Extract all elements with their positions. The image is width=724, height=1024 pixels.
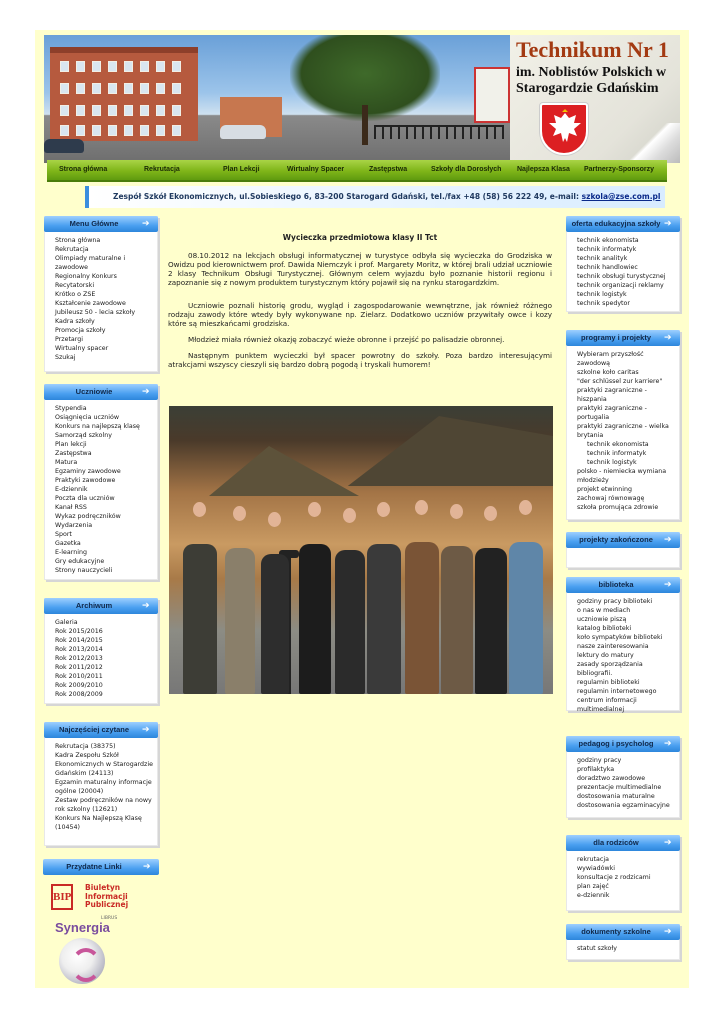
list-item[interactable]: Szukaj xyxy=(55,354,76,361)
list-item[interactable]: Rok 2009/2010 xyxy=(55,682,103,689)
uczniowie-header: Uczniowie ➔ xyxy=(44,384,158,400)
list-item[interactable]: E-learning xyxy=(55,549,87,556)
list-item[interactable]: technik logistyk xyxy=(577,291,627,298)
pedagog-box xyxy=(566,736,680,818)
arrow-right-icon: ➔ xyxy=(142,219,150,229)
list-item[interactable]: technik obsługi turystycznej xyxy=(577,273,666,280)
parked-car xyxy=(220,125,266,139)
list-item[interactable]: regulamin biblioteki xyxy=(577,679,640,686)
list-item[interactable]: Rok 2012/2013 xyxy=(55,655,103,662)
list-item[interactable]: E-dziennik xyxy=(55,486,88,493)
list-item[interactable]: regulamin internetowego centrum informacji multimedialnej xyxy=(577,688,657,713)
article-title: Wycieczka przedmiotowa klasy II Tct xyxy=(282,233,438,242)
list-item[interactable]: Rok 2010/2011 xyxy=(55,673,103,680)
najczesciej-czytane-header: Najczęściej czytane ➔ xyxy=(44,722,158,738)
list-item[interactable]: Wirtualny spacer xyxy=(55,345,109,352)
nav-item-partners[interactable]: Partnerzy-Sponsorzy xyxy=(584,166,655,173)
list-item[interactable]: doradztwo zawodowe xyxy=(577,775,646,782)
pedagog-header: pedagog i psycholog ➔ xyxy=(566,736,680,752)
oferta-header: oferta edukacyjna szkoły ➔ xyxy=(566,216,680,232)
dokumenty-box xyxy=(566,924,680,960)
synergia-logo-icon xyxy=(59,938,105,984)
parked-car xyxy=(44,139,84,153)
school-building xyxy=(50,47,198,141)
list-item[interactable]: technik organizacji reklamy xyxy=(577,282,664,289)
list-item[interactable]: Strony nauczycieli xyxy=(55,567,113,574)
list-item[interactable]: Poczta dla uczniów xyxy=(55,495,115,502)
arrow-right-icon: ➔ xyxy=(664,580,672,590)
list-item[interactable]: Olimpiady maturalne i zawodowe xyxy=(55,255,126,271)
synergia-logo-text: Synergia xyxy=(55,920,110,935)
article-paragraph: Uczniowie poznali historię grodu, wygląd i zagospodarowanie wewnętrzne, jak również różnego rodzaju zawody które wtedy były wykonywane np. Zielarz. Dodatkowo uczniów przywitały owce i kozy które są mieszkańcami grodziska. xyxy=(168,301,552,328)
arrow-right-icon: ➔ xyxy=(142,387,150,397)
list-item[interactable]: Praktyki zawodowe xyxy=(55,477,116,484)
student-figure xyxy=(335,550,365,694)
article-paragraph: Następnym punktem wycieczki był spacer powrotny do szkoły. Poza bardzo interesującymi atrakcjami wszyscy cieszyli się bardzo dobrą pogodą i tryskali humorem! xyxy=(168,351,552,369)
email-link[interactable]: szkola@zse.com.pl xyxy=(581,192,661,201)
school-building-photo xyxy=(44,35,510,163)
nav-item-best-class[interactable]: Najlepsza Klasa xyxy=(517,166,570,173)
przydatne-linki-box xyxy=(44,860,158,874)
list-item[interactable]: rekrutacja xyxy=(577,856,609,863)
list-item[interactable]: dostosowania maturalne xyxy=(577,793,655,800)
school-name: Technikum Nr 1 xyxy=(516,37,669,62)
group-photo xyxy=(169,406,553,694)
list-item[interactable]: Kadra szkoły xyxy=(55,318,95,325)
list-item[interactable]: prezentacje multimedialne xyxy=(577,784,662,791)
list-item[interactable]: e-dziennik xyxy=(577,892,610,899)
uczniowie-box xyxy=(44,384,158,580)
list-item[interactable]: szkolne koło caritas xyxy=(577,369,639,376)
list-item[interactable]: Przetargi xyxy=(55,336,84,343)
archiwum-header: Archiwum ➔ xyxy=(44,598,158,614)
nav-item-recruitment[interactable]: Rekrutacja xyxy=(144,166,180,173)
address-bar xyxy=(85,186,665,208)
student-figure xyxy=(405,542,439,694)
programy-box xyxy=(566,330,680,520)
list-item[interactable]: Stypendia xyxy=(55,405,87,412)
list-item[interactable]: Regionalny Konkurs Recytatorski xyxy=(55,273,117,289)
list-item[interactable]: technik handlowiec xyxy=(577,264,638,271)
dokumenty-header: dokumenty szkolne ➔ xyxy=(566,924,680,940)
nav-item-timetable[interactable]: Plan Lekcji xyxy=(223,166,260,173)
menu-glowne-list xyxy=(45,234,157,366)
list-item[interactable]: Rekrutacja (38375) xyxy=(55,743,116,750)
arrow-right-icon: ➔ xyxy=(142,601,150,611)
list-item[interactable]: technik logistyk xyxy=(587,459,637,466)
list-item[interactable]: Gry edukacyjne xyxy=(55,558,105,565)
school-title-box xyxy=(510,35,680,163)
arrow-right-icon: ➔ xyxy=(664,739,672,749)
polish-eagle-icon xyxy=(540,103,588,155)
thatched-roof xyxy=(209,446,359,496)
list-item[interactable]: lektury do matury xyxy=(577,652,634,659)
list-item[interactable]: Zestaw podręczników na nowy rok szkolny (12621) xyxy=(55,797,152,813)
article xyxy=(168,228,552,376)
list-item[interactable]: Osiągnięcia uczniów xyxy=(55,414,120,421)
list-item[interactable]: "der schlüssel zur karriere" xyxy=(577,378,663,385)
list-item[interactable]: Sport xyxy=(55,531,72,538)
list-item[interactable]: Zastępstwa xyxy=(55,450,92,457)
list-item[interactable]: Strona główna xyxy=(55,237,101,244)
list-item[interactable]: Rok 2011/2012 xyxy=(55,664,103,671)
list-item[interactable]: dostosowania egzaminacyjne xyxy=(577,802,670,809)
arrow-right-icon: ➔ xyxy=(664,535,672,545)
banner-sign xyxy=(474,67,510,123)
najczesciej-czytane-box xyxy=(44,722,158,846)
page-container xyxy=(35,30,689,988)
list-item[interactable]: Egzamin maturalny informacje ogólne (20004) xyxy=(55,779,152,795)
biblioteka-box xyxy=(566,577,680,711)
header-banner xyxy=(44,35,680,165)
dla-rodzicow-box xyxy=(566,835,680,911)
student-figure xyxy=(475,548,507,694)
nav-item-virtual-walk[interactable]: Wirtualny Spacer xyxy=(287,166,345,173)
przydatne-linki-header: Przydatne Linki ➔ xyxy=(43,859,159,875)
list-item[interactable]: Jubileusz 50 - lecia szkoły xyxy=(55,309,136,316)
list-item[interactable]: praktyki zagraniczne - hiszpania xyxy=(577,387,647,403)
arrow-right-icon: ➔ xyxy=(664,219,672,229)
list-item[interactable]: technik ekonomista xyxy=(577,237,639,244)
list-item[interactable]: Promocja szkoły xyxy=(55,327,106,334)
list-item[interactable]: Gazetka xyxy=(55,540,81,547)
student-figure xyxy=(509,542,543,694)
school-subtitle: im. Noblistów Polskich w Starogardzie Gdańskim xyxy=(516,65,667,96)
list-item[interactable]: praktyki zagraniczne - portugalia xyxy=(577,405,647,421)
article-paragraph: 08.10.2012 na lekcjach obsługi informatycznej w turystyce odbyła się wycieczka do Grodziska w Owidzu pod kierownictwem prof. Dawida Niemczyk i prof. Margarety Moritz, w której brali udział uczniowie 2 klasy Technikum Obsługi Turystycznej. Głównym celem wyjazdu było poznanie historii regionu i zapoznanie się z nowym produktem turystycznym który pojawił się na rynku starogardzkim. xyxy=(168,251,552,287)
dla-rodzicow-header: dla rodziców ➔ xyxy=(566,835,680,851)
list-item[interactable]: koło sympatyków biblioteki xyxy=(577,634,663,641)
list-item[interactable]: zasady sporządzania bibliografii. xyxy=(577,661,643,677)
list-item[interactable]: konsultacje z rodzicami xyxy=(577,874,651,881)
list-item[interactable]: Rok 2014/2015 xyxy=(55,637,103,644)
list-item[interactable]: Matura xyxy=(55,459,78,466)
list-item[interactable]: uczniowie piszą xyxy=(577,616,627,623)
bip-logo-icon: BIP xyxy=(51,884,73,910)
list-item[interactable]: Wybieram przyszłość zawodową xyxy=(577,351,644,367)
librus-label: LIBRUS xyxy=(101,916,118,921)
list-item[interactable]: technik ekonomista xyxy=(587,441,649,448)
bip-logo-link[interactable] xyxy=(51,884,151,912)
list-item[interactable]: Rok 2015/2016 xyxy=(55,628,103,635)
arrow-right-icon: ➔ xyxy=(664,927,672,937)
student-figure xyxy=(299,544,331,694)
arrow-right-icon: ➔ xyxy=(143,862,151,872)
synergia-logo-link[interactable] xyxy=(55,916,125,986)
list-item[interactable]: Rok 2013/2014 xyxy=(55,646,103,653)
biblioteka-header: biblioteka ➔ xyxy=(566,577,680,593)
list-item[interactable]: zachowaj równowagę xyxy=(577,495,645,502)
list-item[interactable]: technik informatyk xyxy=(577,246,637,253)
main-nav-bar xyxy=(47,160,667,182)
list-item[interactable]: Galeria xyxy=(55,619,78,626)
list-item[interactable]: Egzaminy zawodowe xyxy=(55,468,121,475)
list-item[interactable]: technik informatyk xyxy=(587,450,647,457)
student-figure xyxy=(183,544,217,694)
list-item[interactable]: Rok 2008/2009 xyxy=(55,691,103,698)
bip-logo-text: Biuletyn Informacji Publicznej xyxy=(85,883,129,909)
list-item[interactable]: Kadra Zespołu Szkół Ekonomicznych w Starogardzie Gdańskim (24113) xyxy=(55,752,153,777)
student-figure xyxy=(367,544,401,694)
list-item[interactable]: o nas w mediach xyxy=(577,607,631,614)
student-figure xyxy=(441,546,473,694)
student-figure xyxy=(225,548,255,694)
list-item[interactable]: Plan lekcji xyxy=(55,441,87,448)
list-item[interactable]: szkoła promująca zdrowie xyxy=(577,504,659,511)
projekty-zakonczone-box xyxy=(566,532,680,568)
fence xyxy=(374,125,504,139)
list-item[interactable]: nasze zainteresowania xyxy=(577,643,649,650)
page-curl xyxy=(622,123,680,163)
programy-header: programy i projekty ➔ xyxy=(566,330,680,346)
list-item[interactable]: Wydarzenia xyxy=(55,522,93,529)
list-item[interactable]: projekt etwinning xyxy=(577,486,633,493)
nav-item-adult-schools[interactable]: Szkoły dla Dorosłych xyxy=(431,166,502,173)
list-item[interactable]: praktyki zagraniczne - wielka brytania xyxy=(577,423,669,439)
list-item[interactable]: godziny pracy xyxy=(577,757,622,764)
nav-item-substitutions[interactable]: Zastępstwa xyxy=(369,166,408,173)
projekty-zakonczone-header[interactable]: projekty zakończone ➔ xyxy=(566,532,680,548)
list-item[interactable]: godziny pracy biblioteki xyxy=(577,598,653,605)
article-paragraph: Młodzież miała również okazję zobaczyć wieże obronne i przejść po palisadzie obronnej. xyxy=(188,335,505,344)
thatched-roof xyxy=(319,416,553,486)
arrow-right-icon: ➔ xyxy=(664,838,672,848)
list-item[interactable]: wywiadówki xyxy=(577,865,616,872)
list-item[interactable]: statut szkoły xyxy=(577,945,617,952)
list-item[interactable]: Kanał RSS xyxy=(55,504,87,511)
address-text: Zespół Szkół Ekonomicznych, ul.Sobieskiego 6, 83-200 Starogard Gdański, tel./fax +48 (58) 56 222 49, e-mail: xyxy=(113,192,579,201)
arrow-right-icon: ➔ xyxy=(142,725,150,735)
oferta-box xyxy=(566,216,680,312)
menu-glowne-header: Menu Główne ➔ xyxy=(44,216,158,232)
list-item[interactable]: Samorząd szkolny xyxy=(55,432,112,439)
menu-glowne-box xyxy=(44,216,158,372)
list-item[interactable]: profilaktyka xyxy=(577,766,615,773)
student-figure xyxy=(261,554,289,694)
list-item[interactable]: Kształcenie zawodowe xyxy=(55,300,126,307)
list-item[interactable]: Rekrutacja xyxy=(55,246,89,253)
nav-item-home[interactable]: Strona główna xyxy=(59,166,108,173)
list-item[interactable]: Konkurs Na Najlepszą Klasę (10454) xyxy=(55,815,142,831)
archiwum-box xyxy=(44,598,158,704)
list-item[interactable]: Wykaz podręczników xyxy=(55,513,121,520)
list-item[interactable]: katalog biblioteki xyxy=(577,625,632,632)
list-item[interactable]: Konkurs na najlepszą klasę xyxy=(55,423,140,430)
list-item[interactable]: Krótko o ZSE xyxy=(55,291,96,298)
list-item[interactable]: technik analityk xyxy=(577,255,628,262)
arrow-right-icon: ➔ xyxy=(664,333,672,343)
list-item[interactable]: technik spedytor xyxy=(577,300,630,307)
list-item[interactable]: polsko - niemiecka wymiana młodzieży xyxy=(577,468,667,484)
list-item[interactable]: plan zajęć xyxy=(577,883,609,890)
